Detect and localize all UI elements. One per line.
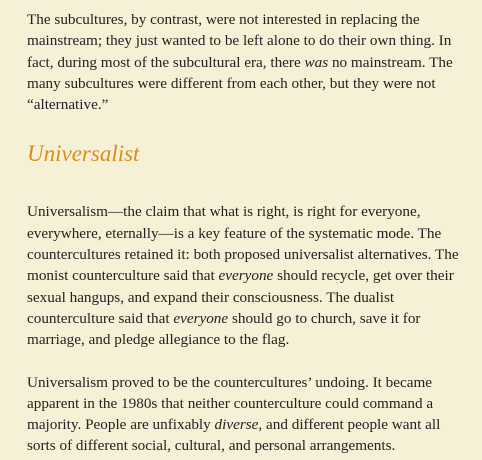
emphasis-text: was [304,53,329,71]
paragraph-text: should recycle, get over their sexual hangups, and expand their consciousness. The dualist counterculture said that [27,267,454,327]
paragraph-universalism-definition [27,201,462,350]
emphasis-text: everyone [173,309,229,327]
paragraph-subcultures [27,9,462,115]
paragraph-text: should go to church, save it for marriage, and pledge allegiance to the flag. [27,309,421,349]
emphasis-text: everyone [218,267,274,285]
emphasis-text: diverse [214,416,259,434]
paragraph-text: The subcultures, by contrast, were not interested in replacing the mainstream; they just wanted to be left alone to do their own thing. In fact, during most of the subcultural era, there [27,11,452,71]
section-heading-universalist: Universalist [27,141,140,167]
paragraph-text: no mainstream. The many subcultures were different from each other, but they were not “alternative.” [27,53,453,114]
paragraph-text: , and different people want all sorts of different social, cultural, and personal arrangements. [27,416,441,455]
paragraph-text: Universalism proved to be the countercultures’ undoing. It became apparent in the 1980s that neither counterculture could command a majority. People are unfixably [27,373,434,434]
paragraph-text: Universalism—the claim that what is right, is right for everyone, everywhere, eternally—is a key feature of the systematic mode. The countercultures retained it: both proposed universalist alternatives. The monist counterculture said that [27,203,459,285]
paragraph-universalism-undoing [27,372,462,457]
